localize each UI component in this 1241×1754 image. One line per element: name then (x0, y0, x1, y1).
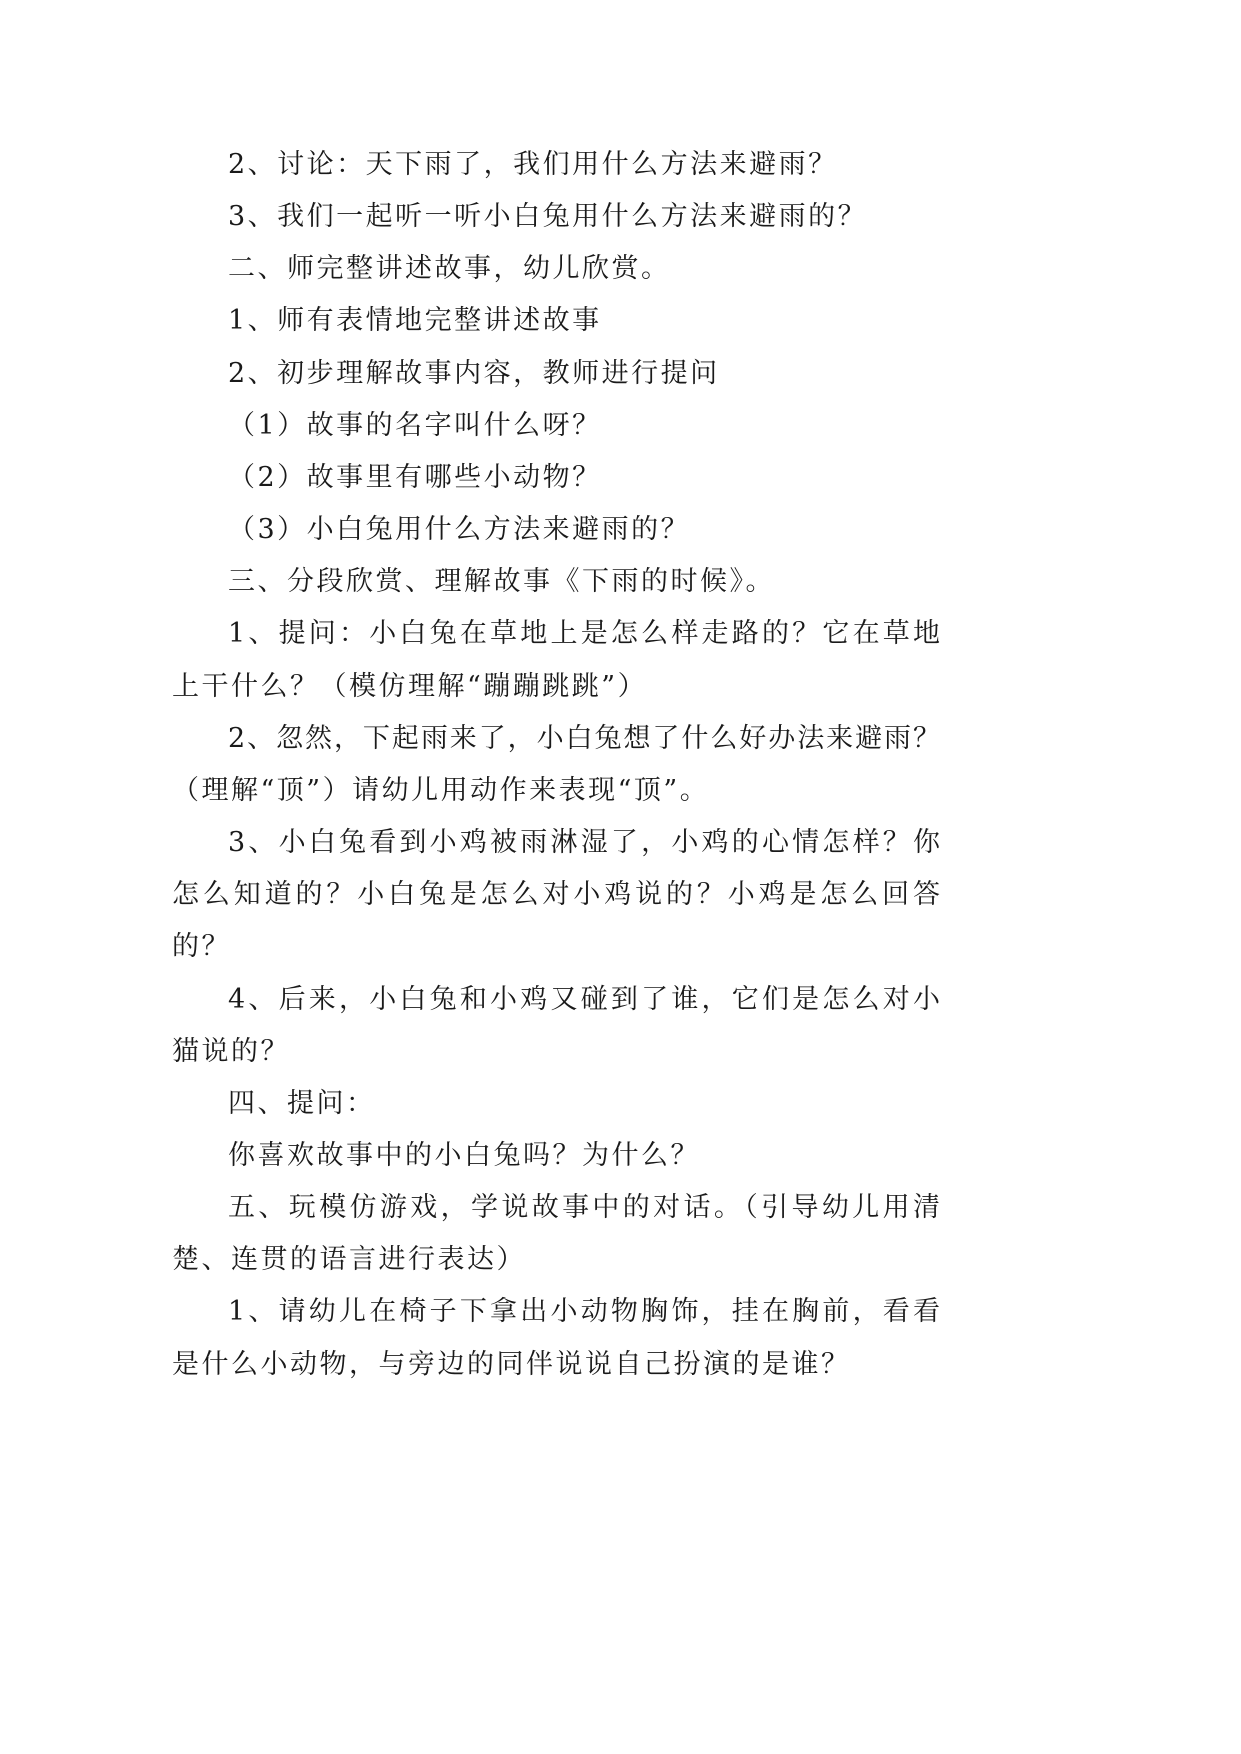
section-heading-2: 二、师完整讲述故事，幼儿欣赏。 (228, 253, 671, 285)
paragraph-line: 的？ (172, 931, 231, 963)
section-heading-3: 三、分段欣赏、理解故事《下雨的时候》。 (228, 566, 775, 598)
sub-question-line: （1）故事的名字叫什么呀？ (228, 409, 602, 441)
paragraph-line: 上干什么？（模仿理解“蹦蹦跳跳”） (172, 670, 648, 702)
paragraph-line: 怎么知道的？小白兔是怎么对小鸡说的？小鸡是怎么回答 (172, 879, 940, 911)
paragraph-line: 猫说的？ (172, 1035, 290, 1067)
paragraph-line: 1、提问：小白兔在草地上是怎么样走路的？它在草地 (228, 618, 940, 650)
paragraph-line: 4、后来，小白兔和小鸡又碰到了谁，它们是怎么对小 (228, 983, 940, 1015)
paragraph-line: 3、小白兔看到小鸡被雨淋湿了，小鸡的心情怎样？你 (228, 827, 940, 859)
paragraph-line: 2、忽然，下起雨来了，小白兔想了什么好办法来避雨？ (228, 722, 940, 754)
sub-question-line: （3）小白兔用什么方法来避雨的？ (228, 514, 691, 546)
discussion-question-line: 2、讨论：天下雨了，我们用什么方法来避雨？ (228, 149, 838, 180)
list-item-line: 1、师有表情地完整讲述故事 (228, 305, 602, 337)
paragraph-line: 是什么小动物，与旁边的同伴说说自己扮演的是谁？ (172, 1348, 851, 1380)
section-heading-5: 五、玩模仿游戏，学说故事中的对话。（引导幼儿用清 (228, 1192, 940, 1224)
list-item-line: 2、初步理解故事内容，教师进行提问 (228, 357, 720, 389)
paragraph-line: 你喜欢故事中的小白兔吗？为什么？ (228, 1139, 700, 1171)
listen-story-line: 3、我们一起听一听小白兔用什么方法来避雨的？ (228, 201, 868, 233)
paragraph-line: 1、请幼儿在椅子下拿出小动物胸饰，挂在胸前，看看 (228, 1296, 940, 1328)
document-body (172, 139, 940, 1391)
sub-question-line: （2）故事里有哪些小动物？ (228, 461, 602, 493)
paragraph-line: 楚、连贯的语言进行表达） (172, 1244, 526, 1276)
paragraph-line: （理解“顶”）请幼儿用动作来表现“顶”。 (172, 774, 710, 806)
section-heading-4: 四、提问： (228, 1087, 376, 1119)
